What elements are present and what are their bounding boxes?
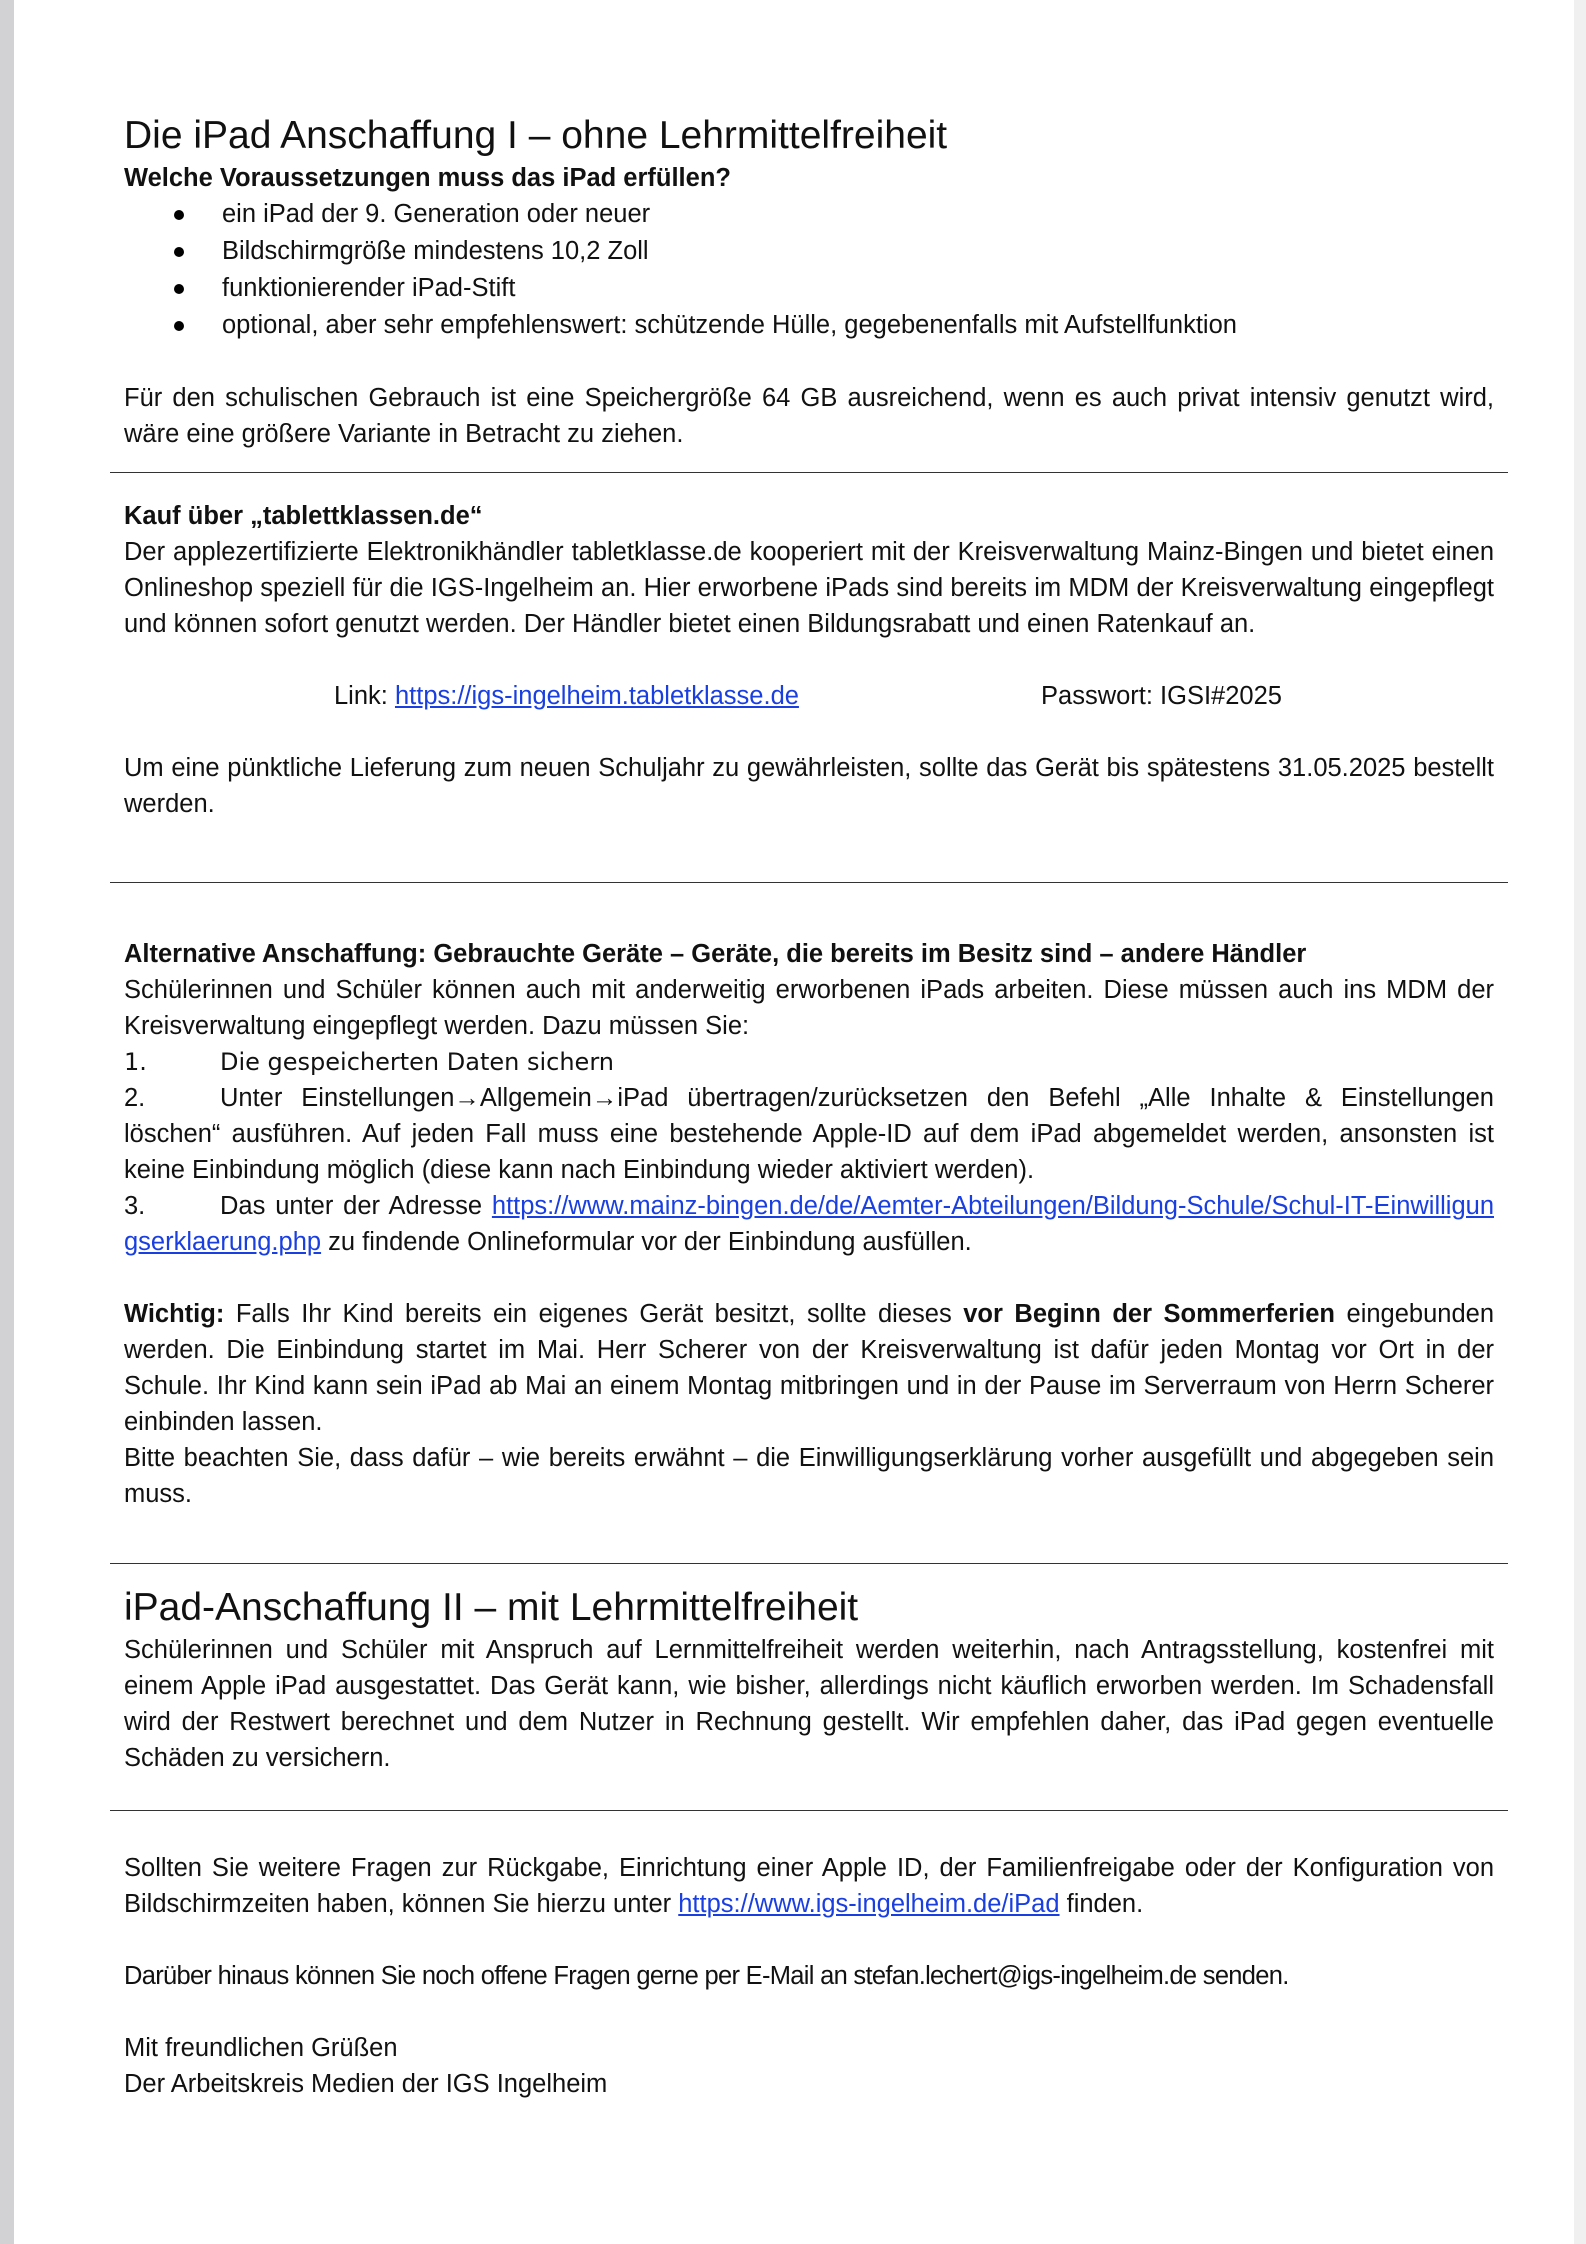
purchase-heading: Kauf über „tablettklassen.de“ xyxy=(124,502,483,530)
section-ipad-purchase-1 xyxy=(124,112,1494,452)
divider xyxy=(110,1810,1508,1811)
igs-ipad-link[interactable]: https://www.igs-ingelheim.de/iPad xyxy=(678,1890,1060,1918)
step-1 xyxy=(124,1044,1494,1080)
tabletklasse-link[interactable]: https://igs-ingelheim.tabletklasse.de xyxy=(394,682,799,710)
section-alternative xyxy=(124,936,1494,1512)
step-text: Die gespeicherten Daten sichern xyxy=(220,1048,614,1076)
mainz-bingen-link[interactable]: https://www.mainz-bingen.de/de/Aemter-Abteilungen/Bildung-Schule/Schul-IT-Einwilligungserklaerung.php xyxy=(124,1192,1494,1256)
list-item: funktionierender iPad-Stift xyxy=(172,270,1494,307)
questions-text: Sollten Sie weitere Fragen zur Rückgabe, Einrichtung einer Apple ID, der Familienfreigabe oder der Konfiguration von Bildschirmzeiten haben, können Sie hierzu unter xyxy=(124,1854,1494,1918)
password-label: Passwort: IGSI#2025 xyxy=(1041,682,1282,710)
divider xyxy=(110,1563,1508,1564)
delivery-paragraph: Um eine pünktliche Lieferung zum neuen Schuljahr zu gewährleisten, sollte das Gerät bis spätestens 31.05.2025 bestellt werden. xyxy=(124,754,1494,818)
important-text: Falls Ihr Kind bereits ein eigenes Gerät besitzt, sollte dieses xyxy=(235,1300,952,1328)
step-2 xyxy=(124,1080,1494,1188)
important-text-end: eingebunden werden. Die Einbindung startet im Mai. Herr Scherer von der Kreisverwaltung ist dafür jeden Montag vor Ort in der Schule. Ihr Kind kann sein iPad ab Mai an einem Montag mitbringen und in der Pause im Serverraum von Herrn Scherer einbinden lassen. xyxy=(124,1300,1494,1436)
section2-title: iPad-Anschaffung II – mit Lehrmittelfreiheit xyxy=(124,1586,859,1629)
section-purchase xyxy=(124,498,1494,822)
questions-text-end: finden. xyxy=(1066,1890,1144,1918)
page-edge-right xyxy=(1574,0,1586,2244)
purchase-paragraph: Der applezertifizierte Elektronikhändler tabletklasse.de kooperiert mit der Kreisverwaltung Mainz-Bingen und bietet einen Onlineshop speziell für die IGS-Ingelheim an. Hier erworbene iPads sind bereits im MDM der Kreisverwaltung eingepflegt und können sofort genutzt werden. Der Händler bietet einen Bildungsrabatt und einen Ratenkauf an. xyxy=(124,538,1494,638)
page-edge-left xyxy=(0,0,14,2244)
requirements-list xyxy=(124,196,1494,344)
step-number: 3. xyxy=(124,1192,146,1220)
important-label: Wichtig: xyxy=(124,1300,225,1328)
alternative-intro: Schülerinnen und Schüler können auch mit anderweitig erworbenen iPads arbeiten. Diese müssen auch ins MDM der Kreisverwaltung eingepflegt werden. Dazu müssen Sie: xyxy=(124,976,1494,1040)
step-number: 1. xyxy=(124,1048,147,1076)
questions-paragraph xyxy=(124,1850,1494,1922)
divider xyxy=(110,472,1508,473)
link-row xyxy=(124,678,1494,714)
step-number: 2. xyxy=(124,1084,146,1112)
email-paragraph: Darüber hinaus können Sie noch offene Fragen gerne per E-Mail an stefan.lechert@igs-ingelheim.de senden. xyxy=(124,1962,1289,1990)
divider xyxy=(110,882,1508,883)
section-ipad-purchase-2 xyxy=(124,1584,1494,1776)
important-bold: vor Beginn der Sommerferien xyxy=(963,1300,1335,1328)
consent-note: Bitte beachten Sie, dass dafür – wie bereits erwähnt – die Einwilligungserklärung vorher ausgefüllt und abgegeben sein muss. xyxy=(124,1444,1494,1508)
alternative-heading: Alternative Anschaffung: Gebrauchte Geräte – Geräte, die bereits im Besitz sind – andere Händler xyxy=(124,940,1307,968)
section2-paragraph: Schülerinnen und Schüler mit Anspruch auf Lernmittelfreiheit werden weiterhin, nach Antragsstellung, kostenfrei mit einem Apple iPad ausgestattet. Das Gerät kann, wie bisher, allerdings nicht käuflich erworben werden. Im Schadensfall wird der Restwert berechnet und dem Nutzer in Rechnung gestellt. Wir empfehlen daher, das iPad gegen eventuelle Schäden zu versichern. xyxy=(124,1636,1494,1772)
section1-title: Die iPad Anschaffung I – ohne Lehrmittelfreiheit xyxy=(124,114,948,157)
list-item: Bildschirmgröße mindestens 10,2 Zoll xyxy=(172,233,1494,270)
link-label xyxy=(334,678,799,714)
list-item: optional, aber sehr empfehlenswert: schützende Hülle, gegebenenfalls mit Aufstellfunktion xyxy=(172,307,1494,344)
link-label-text: Link: xyxy=(334,682,388,710)
list-item: ein iPad der 9. Generation oder neuer xyxy=(172,196,1494,233)
requirements-question: Welche Voraussetzungen muss das iPad erfüllen? xyxy=(124,164,731,192)
step-text: Unter Einstellungen→Allgemein→iPad übertragen/zurücksetzen den Befehl „Alle Inhalte & Einstellungen löschen“ ausführen. Auf jeden Fall muss eine bestehende Apple-ID auf dem iPad abgemeldet werden, ansonsten ist keine Einbindung möglich (diese kann nach Einbindung wieder aktiviert werden). xyxy=(124,1084,1494,1184)
important-paragraph xyxy=(124,1296,1494,1440)
section-closing xyxy=(124,1850,1494,2102)
signature: Der Arbeitskreis Medien der IGS Ingelheim xyxy=(124,2070,608,2098)
step-text-end: zu findende Onlineformular vor der Einbindung ausfüllen. xyxy=(328,1228,972,1256)
greeting: Mit freundlichen Grüßen xyxy=(124,2034,398,2062)
storage-paragraph: Für den schulischen Gebrauch ist eine Speichergröße 64 GB ausreichend, wenn es auch privat intensiv genutzt wird, wäre eine größere Variante in Betracht zu ziehen. xyxy=(124,384,1494,448)
step-text: Das unter der Adresse xyxy=(220,1192,483,1220)
step-3 xyxy=(124,1188,1494,1260)
